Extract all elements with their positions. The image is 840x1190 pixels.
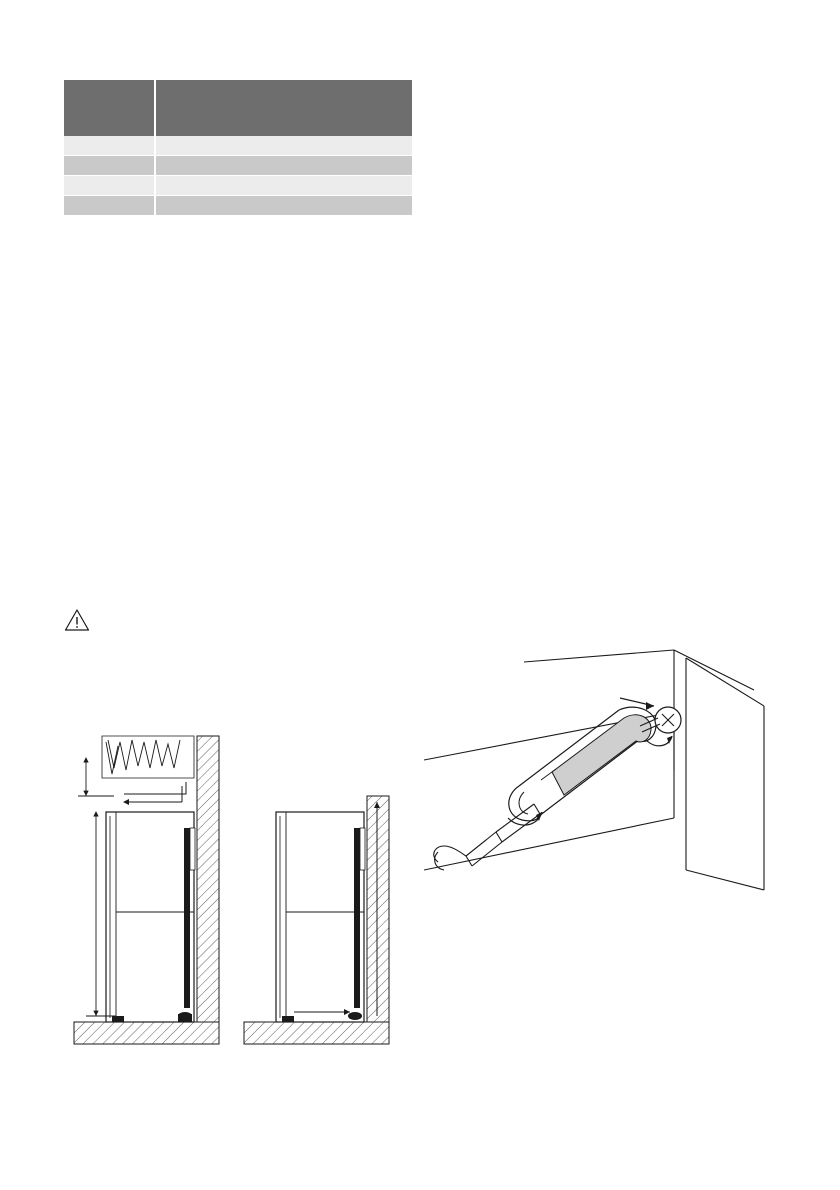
rear-spacer-screw-installation-diagram bbox=[424, 640, 794, 925]
table-cell-label bbox=[64, 156, 155, 176]
table-row bbox=[64, 156, 412, 176]
warning-triangle-icon bbox=[64, 608, 90, 632]
specification-table bbox=[64, 80, 412, 215]
table-cell-value bbox=[155, 136, 412, 156]
appliance-wall-clearance-diagram bbox=[64, 716, 414, 1061]
table-row bbox=[64, 176, 412, 196]
table-cell-value bbox=[155, 176, 412, 196]
table-row bbox=[64, 196, 412, 216]
table-header-label bbox=[64, 80, 155, 136]
table-cell-label bbox=[64, 176, 155, 196]
table-header-value bbox=[155, 80, 412, 136]
table-cell-value bbox=[155, 196, 412, 216]
table-cell-label bbox=[64, 196, 155, 216]
table-cell-value bbox=[155, 156, 412, 176]
table-cell-label bbox=[64, 136, 155, 156]
table-row bbox=[64, 136, 412, 156]
table-header-row bbox=[64, 80, 412, 136]
